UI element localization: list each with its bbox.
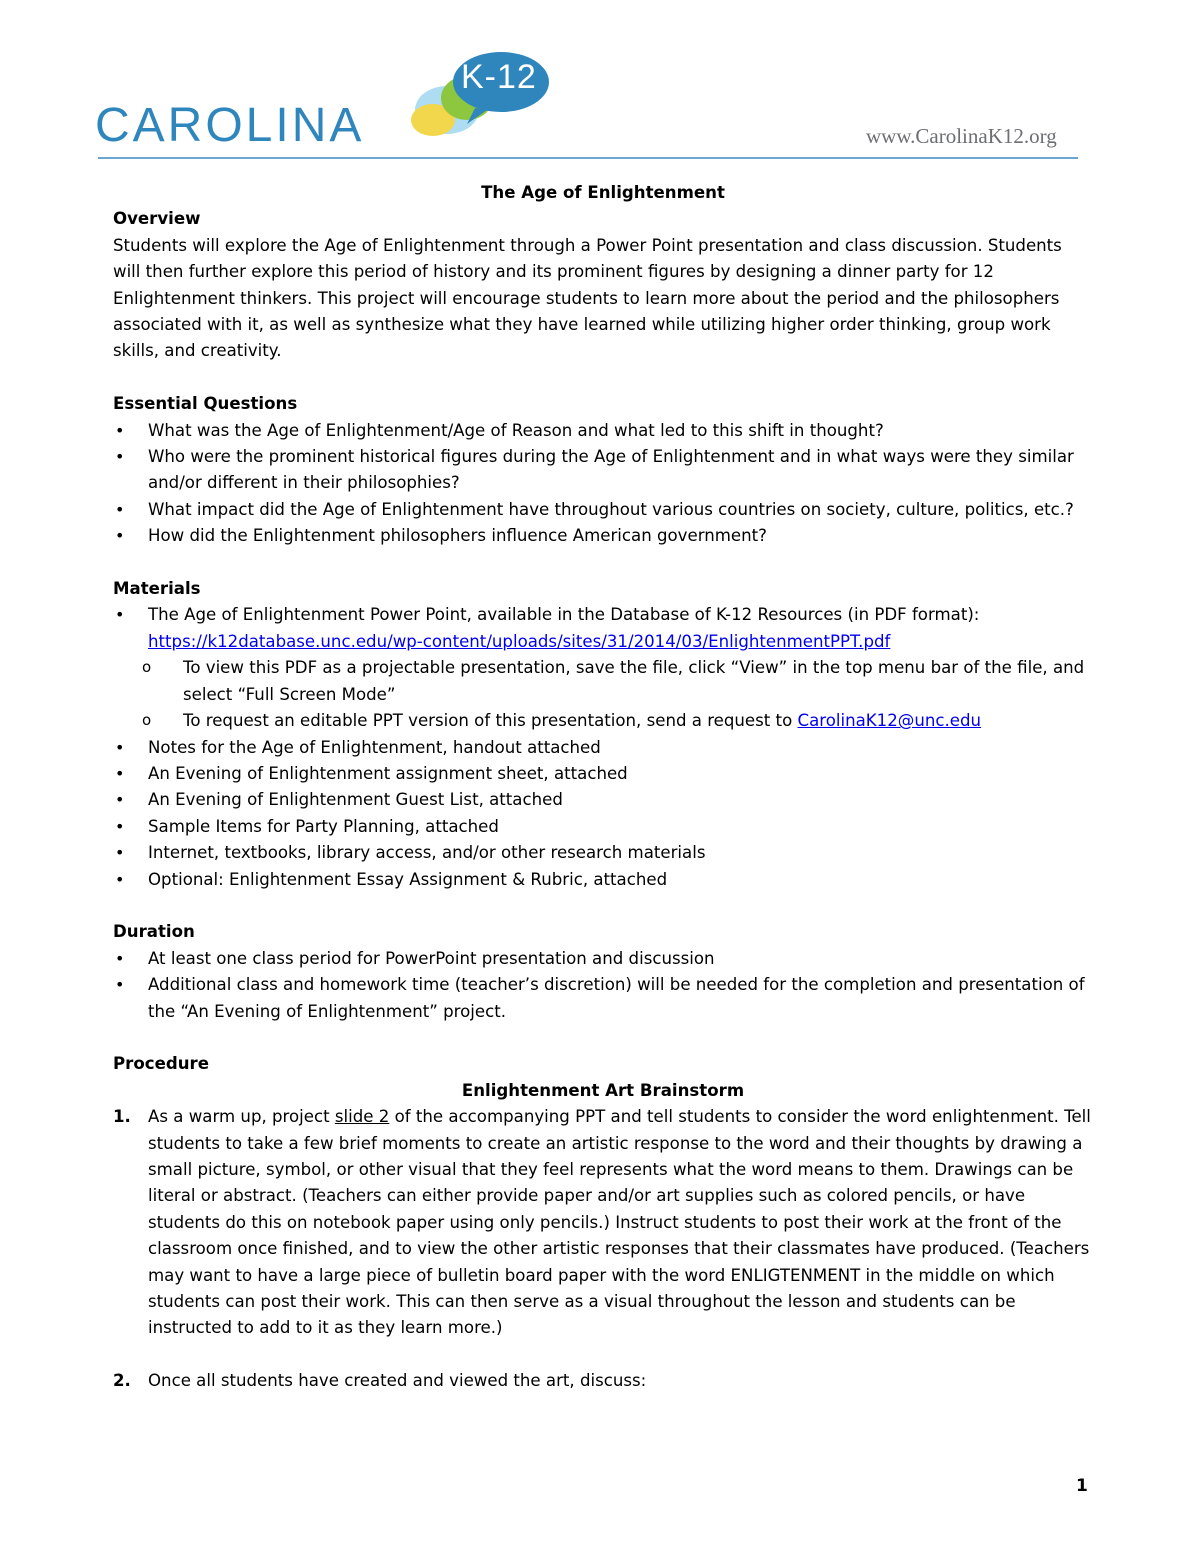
logo-wordmark: CAROLINA — [95, 99, 365, 152]
slide-2-link: slide 2 — [334, 1107, 390, 1127]
website-url[interactable]: www.CarolinaK12.org — [866, 124, 1057, 148]
list-item: • What was the Age of Enlightenment/Age of Reason and what led to this shift in thought? — [113, 418, 1093, 444]
list-item: • What impact did the Age of Enlightenment have throughout various countries on society, culture, politics, etc.? — [113, 497, 1093, 523]
list-item: • Notes for the Age of Enlightenment, handout attached — [113, 735, 1093, 761]
list-item: • At least one class period for PowerPoint presentation and discussion — [113, 946, 1093, 972]
list-item: • An Evening of Enlightenment Guest List, attached — [113, 787, 1093, 813]
page-number: 1 — [1076, 1476, 1088, 1496]
essential-questions-heading: Essential Questions — [113, 394, 298, 414]
header-divider — [98, 157, 1078, 159]
sub-list-item — [113, 708, 1093, 734]
email-link[interactable]: CarolinaK12@unc.edu — [797, 711, 982, 731]
list-item: • Internet, textbooks, library access, and/or other research materials — [113, 840, 1093, 866]
list-item: • Who were the prominent historical figures during the Age of Enlightenment and in what ways were they similar and/or different in their philosophies? — [113, 444, 1093, 497]
list-item: • Additional class and homework time (teacher’s discretion) will be needed for the completion and presentation of the “An Evening of Enlightenment” project. — [113, 972, 1093, 1025]
procedure-heading: Procedure — [113, 1054, 209, 1074]
request-text: To request an editable PPT version of this presentation, send a request to — [183, 711, 798, 731]
duration-heading: Duration — [113, 922, 195, 942]
step-number: 2. — [113, 1371, 131, 1391]
sub-list-item: o To view this PDF as a projectable presentation, save the file, click “View” in the top menu bar of the file, and select “Full Screen Mode” — [113, 655, 1093, 708]
list-item: • Sample Items for Party Planning, attached — [113, 814, 1093, 840]
step-text-pre: As a warm up, project — [148, 1107, 335, 1127]
ppt-description: The Age of Enlightenment Power Point, available in the Database of K-12 Resources (in PDF format): — [148, 605, 980, 625]
step-number: 1. — [113, 1107, 131, 1127]
step-text: Once all students have created and viewed the art, discuss: — [148, 1371, 647, 1391]
essential-questions-list — [113, 418, 1093, 550]
materials-heading: Materials — [113, 579, 201, 599]
logo-badge: K-12 — [461, 58, 537, 96]
procedure-steps — [113, 1104, 1093, 1394]
list-item — [113, 602, 1093, 655]
step-text-post: of the accompanying PPT and tell students to consider the word enlightenment. Tell students to take a few brief moments to create an artistic response to the word and their thoughts by drawing a small picture, symbol, or other visual that they feel represents what the word means to them. Drawings can be literal or abstract. (Teachers can either provide paper and/or art supplies such as colored pencils, or have students do this on notebook paper using only pencils.) Instruct students to post their work at the front of the classroom once finished, and to view the other artistic responses that their classmates have produced. (Teachers may want to have a large piece of bulletin board paper with the word ENLIGTENMENT in the middle on which students can post their work. This can then serve as a visual throughout the lesson and students can be instructed to add to it as they learn more.) — [148, 1107, 1091, 1338]
overview-text: Students will explore the Age of Enlightenment through a Power Point presentation and class discussion. Students will then further explore this period of history and its prominent figures by designing a dinner party for 12 Enlightenment thinkers. This project will encourage students to learn more about the period and the philosophers associated with it, as well as synthesize what they have learned while utilizing higher order thinking, group work skills, and creativity. — [113, 235, 1062, 361]
materials-list — [113, 602, 1093, 892]
list-item: • Optional: Enlightenment Essay Assignment & Rubric, attached — [113, 867, 1093, 893]
procedure-subheading: Enlightenment Art Brainstorm — [461, 1080, 745, 1100]
duration-list — [113, 946, 1093, 1025]
document-title: The Age of Enlightenment — [481, 183, 725, 202]
document-body — [113, 180, 1093, 1395]
carolina-k12-logo — [95, 50, 565, 160]
ppt-link[interactable]: https://k12database.unc.edu/wp-content/uploads/sites/31/2014/03/EnlightenmentPPT.pdf — [148, 631, 891, 651]
list-item: • How did the Enlightenment philosophers influence American government? — [113, 523, 1093, 549]
list-item: • An Evening of Enlightenment assignment sheet, attached — [113, 761, 1093, 787]
procedure-step-2 — [113, 1368, 1093, 1394]
overview-heading: Overview — [113, 209, 201, 229]
procedure-step-1 — [113, 1104, 1093, 1342]
